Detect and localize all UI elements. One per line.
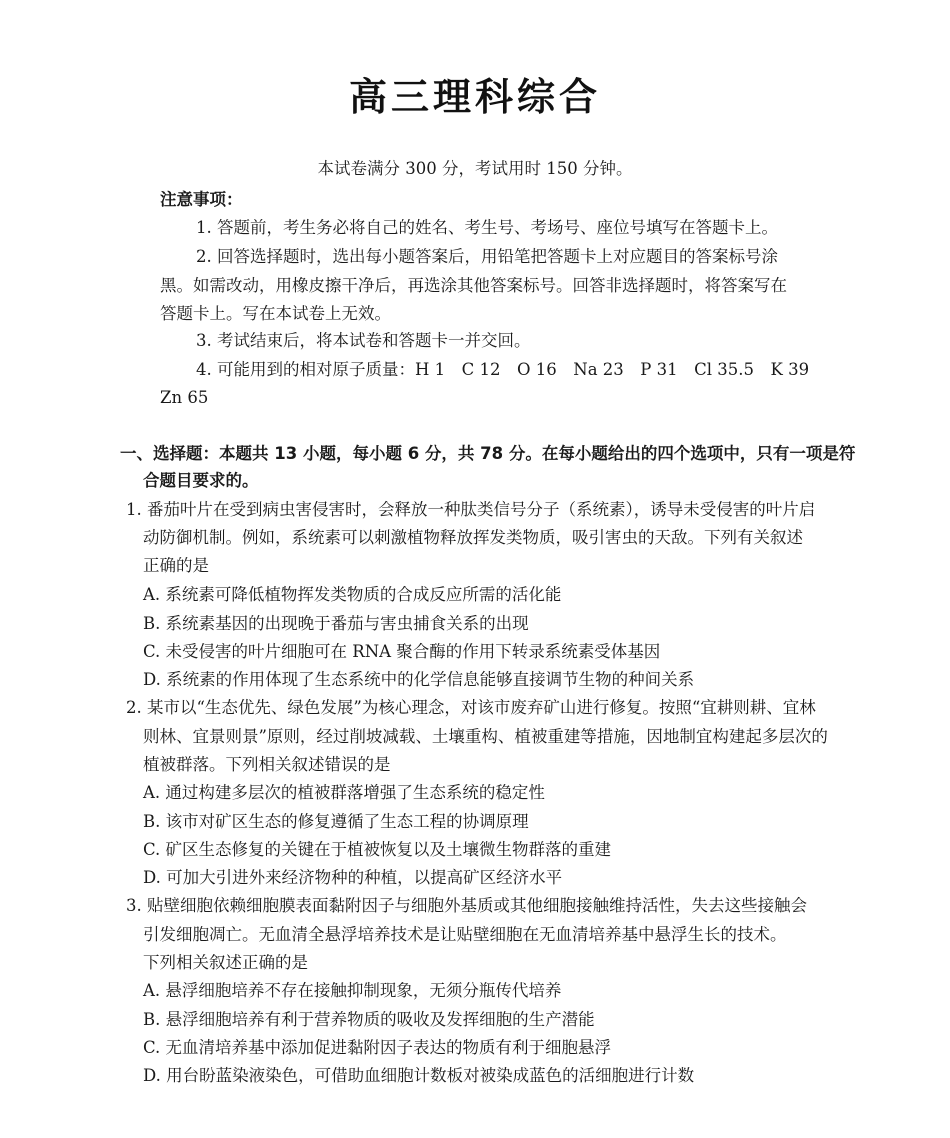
question-option: A. 系统素可降低植物挥发类物质的合成反应所需的活化能 <box>143 585 562 604</box>
notice-heading: 注意事项： <box>160 190 243 209</box>
exam-title: 高三理科综合 <box>348 75 601 119</box>
question-stem: 则林、宜景则景”原则，经过削坡减载、土壤重构、植被重建等措施，因地制宜构建起多层次的 <box>143 727 828 746</box>
question-option: A. 悬浮细胞培养不存在接触抑制现象，无须分瓶传代培养 <box>143 981 562 1000</box>
question-option: C. 未受侵害的叶片细胞可在 RNA 聚合酶的作用下转录系统素受体基因 <box>143 642 661 661</box>
section-heading: 一、选择题：本题共 13 小题，每小题 6 分，共 78 分。在每小题给出的四个选项中，只有一项是符 <box>120 444 856 463</box>
question-option: B. 系统素基因的出现晚于番茄与害虫捕食关系的出现 <box>143 614 529 633</box>
notice-line: Zn 65 <box>160 388 209 407</box>
question-option: B. 该市对矿区生态的修复遵循了生态工程的协调原理 <box>143 812 529 831</box>
notice-line: 2. 回答选择题时，选出每小题答案后，用铅笔把答题卡上对应题目的答案标号涂 <box>196 247 778 266</box>
exam-subtitle: 本试卷满分 300 分，考试用时 150 分钟。 <box>317 159 633 178</box>
notice-line: 答题卡上。写在本试卷上无效。 <box>160 304 391 323</box>
question-stem: 引发细胞凋亡。无血清全悬浮培养技术是让贴壁细胞在无血清培养基中悬浮生长的技术。 <box>143 925 787 944</box>
question-stem: 1. 番茄叶片在受到病虫害侵害时，会释放一种肽类信号分子（系统素），诱导未受侵害的叶片启 <box>126 500 816 519</box>
notice-line: 1. 答题前，考生务必将自己的姓名、考生号、考场号、座位号填写在答题卡上。 <box>196 218 778 237</box>
question-stem: 正确的是 <box>143 556 209 575</box>
question-stem: 植被群落。下列相关叙述错误的是 <box>143 755 391 774</box>
question-option: C. 矿区生态修复的关键在于植被恢复以及土壤微生物群落的重建 <box>143 840 612 859</box>
question-option: C. 无血清培养基中添加促进黏附因子表达的物质有利于细胞悬浮 <box>143 1038 612 1057</box>
notice-line: 3. 考试结束后，将本试卷和答题卡一并交回。 <box>196 331 531 350</box>
question-option: D. 可加大引进外来经济物种的种植，以提高矿区经济水平 <box>143 868 563 887</box>
question-stem: 3. 贴壁细胞依赖细胞膜表面黏附因子与细胞外基质或其他细胞接触维持活性，失去这些接触会 <box>126 896 807 915</box>
question-option: D. 系统素的作用体现了生态系统中的化学信息能够直接调节生物的种间关系 <box>143 670 695 689</box>
question-stem: 下列相关叙述正确的是 <box>143 953 308 972</box>
question-option: D. 用台盼蓝染液染色，可借助血细胞计数板对被染成蓝色的活细胞进行计数 <box>143 1066 695 1085</box>
question-stem: 2. 某市以“生态优先、绿色发展”为核心理念，对该市废弃矿山进行修复。按照“宜耕则耕、宜林 <box>126 698 816 717</box>
notice-line: 黑。如需改动，用橡皮擦干净后，再选涂其他答案标号。回答非选择题时，将答案写在 <box>160 276 787 295</box>
question-option: A. 通过构建多层次的植被群落增强了生态系统的稳定性 <box>143 783 545 802</box>
notice-line: 4. 可能用到的相对原子质量：H 1 C 12 O 16 Na 23 P 31 Cl 35.5 K 39 <box>196 360 810 379</box>
question-stem: 动防御机制。例如，系统素可以刺激植物释放挥发类物质，吸引害虫的天敌。下列有关叙述 <box>143 528 803 547</box>
section-heading: 合题目要求的。 <box>143 471 259 490</box>
question-option: B. 悬浮细胞培养有利于营养物质的吸收及发挥细胞的生产潜能 <box>143 1010 595 1029</box>
